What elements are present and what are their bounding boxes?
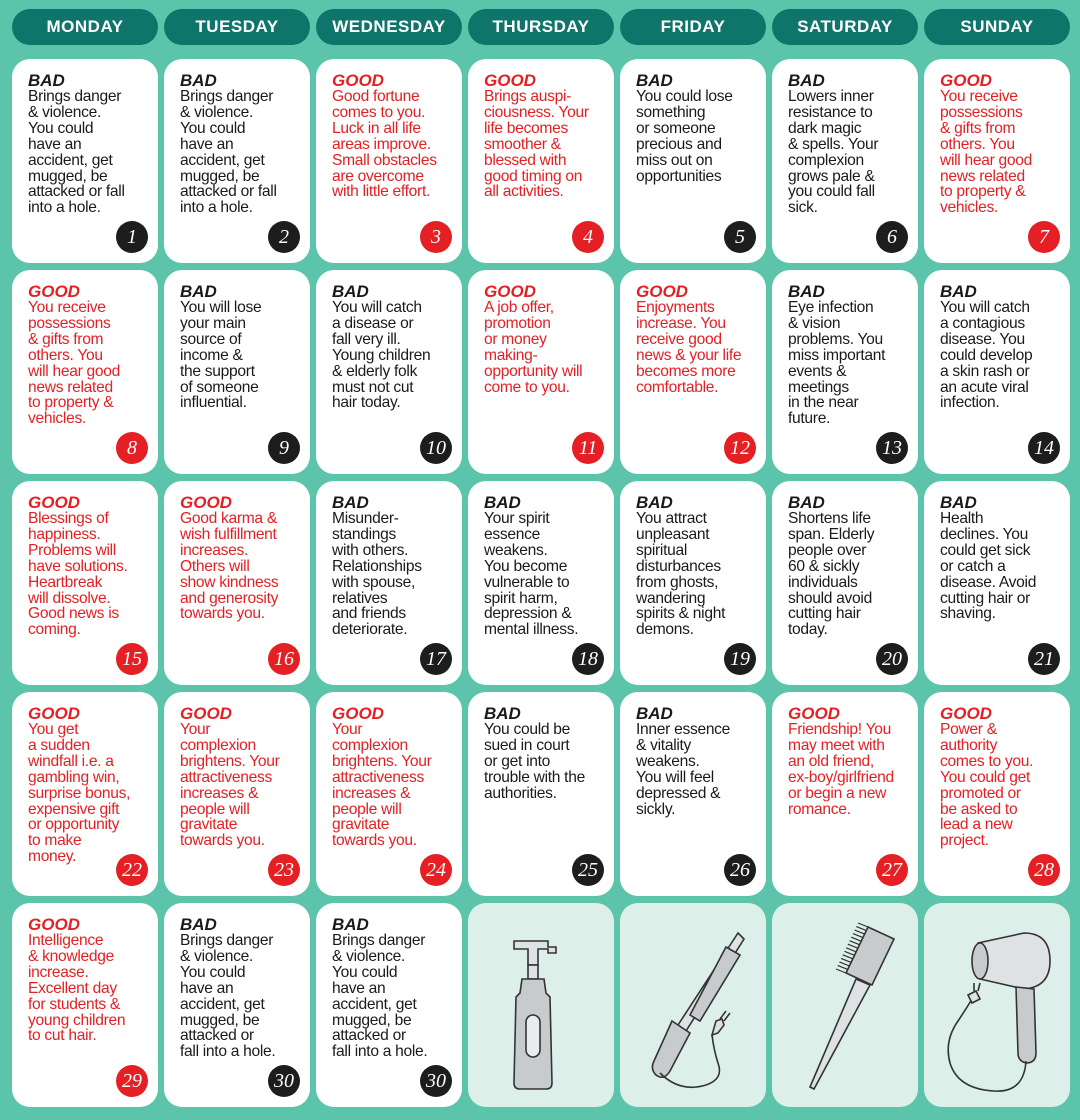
day-number-badge: 4 [572, 221, 604, 253]
fortune-description: You will lose your main source of income & the support of someone influential. [180, 299, 262, 412]
day-cell [468, 481, 614, 685]
day-cell [316, 270, 462, 474]
fortune-description: Brings danger & violence. You could have an accident, get mugged, be attacked or fall into a hole. [180, 932, 276, 1061]
fortune-description: Your spirit essence weakens. You become vulnerable to spirit harm, depression & mental illness. [484, 510, 579, 639]
fortune-tag: BAD [636, 71, 673, 90]
fortune-tag: BAD [332, 282, 369, 301]
day-number-badge: 8 [116, 432, 148, 464]
fortune-tag: BAD [940, 282, 977, 301]
day-cell [316, 692, 462, 896]
fortune-description: You get a sudden windfall i.e. a gambling win, surprise bonus, expensive gift or opportunity to make money. [28, 721, 131, 866]
day-cell [12, 270, 158, 474]
fortune-description: Misunder- standings with others. Relationships with spouse, relatives and friends deteriorate. [332, 510, 422, 639]
day-cell [164, 692, 310, 896]
day-header-sunday: SUNDAY [924, 9, 1070, 45]
day-number-badge: 3 [420, 221, 452, 253]
fortune-tag: GOOD [940, 704, 992, 723]
fortune-tag: BAD [788, 71, 825, 90]
day-number-badge: 22 [116, 854, 148, 886]
fortune-description: Brings danger & violence. You could have an accident, get mugged, be attacked or fall into a hole. [180, 88, 277, 217]
fortune-description: Inner essence & vitality weakens. You will feel depressed & sickly. [636, 721, 731, 818]
day-cell [316, 481, 462, 685]
day-cell [468, 270, 614, 474]
day-number-badge: 21 [1028, 643, 1060, 675]
day-cell [620, 692, 766, 896]
day-number-badge: 26 [724, 854, 756, 886]
fortune-tag: GOOD [484, 282, 536, 301]
day-cell [468, 692, 614, 896]
day-number-badge: 28 [1028, 854, 1060, 886]
day-header-thursday: THURSDAY [468, 9, 614, 45]
day-number-badge: 12 [724, 432, 756, 464]
day-number-badge: 27 [876, 854, 908, 886]
fortune-description: Good karma & wish fulfillment increases. Others will show kindness and generosity towards you. [180, 510, 279, 623]
fortune-description: You attract unpleasant spiritual disturbances from ghosts, wandering spirits & night demons. [636, 510, 726, 639]
fortune-tag: GOOD [180, 704, 232, 723]
fortune-description: Blessings of happiness. Problems will have solutions. Heartbreak will dissolve. Good news is coming. [28, 510, 128, 639]
day-number-badge: 16 [268, 643, 300, 675]
fortune-tag: GOOD [332, 704, 384, 723]
day-cell [772, 692, 918, 896]
fortune-tag: GOOD [28, 915, 80, 934]
day-number-badge: 6 [876, 221, 908, 253]
fortune-description: You receive possessions & gifts from others. You will hear good news related to property & vehicles. [28, 299, 121, 428]
day-cell [12, 903, 158, 1107]
day-cell [12, 59, 158, 263]
fortune-tag: BAD [636, 704, 673, 723]
day-cell [164, 481, 310, 685]
day-cell [164, 270, 310, 474]
fortune-tag: GOOD [636, 282, 688, 301]
day-cell [772, 481, 918, 685]
day-number-badge: 24 [420, 854, 452, 886]
fortune-description: Intelligence & knowledge increase. Excellent day for students & young children to cut hair. [28, 932, 126, 1045]
fortune-tag: GOOD [332, 71, 384, 90]
fortune-tag: GOOD [940, 71, 992, 90]
fortune-tag: GOOD [180, 493, 232, 512]
fortune-description: You could be sued in court or get into trouble with the authorities. [484, 721, 585, 802]
fortune-description: Enjoyments increase. You receive good news & your life becomes more comfortable. [636, 299, 742, 396]
day-cell [924, 270, 1070, 474]
fortune-description: You could lose something or someone precious and miss out on opportunities [636, 88, 733, 185]
fortune-description: A job offer, promotion or money making- opportunity will come to you. [484, 299, 583, 396]
fortune-description: Shortens life span. Elderly people over 60 & sickly individuals should avoid cutting hair today. [788, 510, 875, 639]
fortune-tag: BAD [940, 493, 977, 512]
day-number-badge: 17 [420, 643, 452, 675]
day-cell [316, 59, 462, 263]
day-number-badge: 14 [1028, 432, 1060, 464]
day-header-saturday: SATURDAY [772, 9, 918, 45]
fortune-description: Your complexion brightens. Your attractiveness increases & people will gravitate towards you. [180, 721, 280, 850]
fortune-tag: BAD [636, 493, 673, 512]
day-number-badge: 13 [876, 432, 908, 464]
fortune-tag: BAD [332, 493, 369, 512]
fortune-description: Power & authority comes to you. You could get promoted or be asked to lead a new project. [940, 721, 1034, 850]
day-number-badge: 19 [724, 643, 756, 675]
day-number-badge: 9 [268, 432, 300, 464]
day-cell [924, 481, 1070, 685]
day-cell [164, 903, 310, 1107]
day-cell [924, 59, 1070, 263]
day-number-badge: 25 [572, 854, 604, 886]
day-cell [468, 59, 614, 263]
fortune-tag: BAD [180, 282, 217, 301]
day-cell [316, 903, 462, 1107]
day-cell [620, 59, 766, 263]
fortune-description: You receive possessions & gifts from others. You will hear good news related to property & vehicles. [940, 88, 1033, 217]
fortune-tag: BAD [180, 71, 217, 90]
fortune-description: Eye infection & vision problems. You miss important events & meetings in the near future. [788, 299, 886, 428]
day-cell [772, 270, 918, 474]
day-number-badge: 10 [420, 432, 452, 464]
fortune-tag: BAD [180, 915, 217, 934]
day-number-badge: 23 [268, 854, 300, 886]
day-cell [12, 692, 158, 896]
day-header-wednesday: WEDNESDAY [316, 9, 462, 45]
day-cell [924, 692, 1070, 896]
curling-iron-icon [620, 903, 766, 1107]
fortune-tag: GOOD [28, 493, 80, 512]
fortune-tag: BAD [332, 915, 369, 934]
fortune-tag: BAD [28, 71, 65, 90]
fortune-tag: GOOD [788, 704, 840, 723]
day-number-badge: 11 [572, 432, 604, 464]
hair-dryer-icon [924, 903, 1070, 1107]
day-number-badge: 30 [268, 1065, 300, 1097]
fortune-description: Brings auspi- ciousness. Your life becomes smoother & blessed with good timing on all activities. [484, 88, 589, 201]
day-header-tuesday: TUESDAY [164, 9, 310, 45]
day-cell [620, 270, 766, 474]
fortune-tag: BAD [484, 493, 521, 512]
fortune-description: You will catch a contagious disease. You could develop a skin rash or an acute viral infection. [940, 299, 1033, 412]
day-number-badge: 29 [116, 1065, 148, 1097]
day-number-badge: 15 [116, 643, 148, 675]
day-number-badge: 18 [572, 643, 604, 675]
fortune-tag: GOOD [28, 282, 80, 301]
fortune-tag: GOOD [484, 71, 536, 90]
fortune-description: Brings danger & violence. You could have an accident, get mugged, be attacked or fall into a hole. [332, 932, 428, 1061]
day-cell [772, 59, 918, 263]
fortune-description: Friendship! You may meet with an old friend, ex-boy/girlfriend or begin a new romance. [788, 721, 894, 818]
fortune-description: Lowers inner resistance to dark magic & spells. Your complexion grows pale & you could fall sick. [788, 88, 879, 217]
day-number-badge: 2 [268, 221, 300, 253]
day-number-badge: 7 [1028, 221, 1060, 253]
day-number-badge: 5 [724, 221, 756, 253]
day-cell [164, 59, 310, 263]
comb-icon [772, 903, 918, 1107]
day-header-monday: MONDAY [12, 9, 158, 45]
day-number-badge: 1 [116, 221, 148, 253]
day-cell [620, 481, 766, 685]
fortune-description: Good fortune comes to you. Luck in all life areas improve. Small obstacles are overcome with little effort. [332, 88, 437, 201]
day-number-badge: 20 [876, 643, 908, 675]
fortune-description: Brings danger & violence. You could have an accident, get mugged, be attacked or fall into a hole. [28, 88, 125, 217]
fortune-description: You will catch a disease or fall very ill. Young children & elderly folk must not cut hair today. [332, 299, 431, 412]
day-number-badge: 30 [420, 1065, 452, 1097]
shampoo-bottle-icon [468, 903, 614, 1107]
day-header-friday: FRIDAY [620, 9, 766, 45]
fortune-tag: GOOD [28, 704, 80, 723]
day-cell [12, 481, 158, 685]
fortune-tag: BAD [788, 282, 825, 301]
fortune-tag: BAD [788, 493, 825, 512]
fortune-description: Your complexion brightens. Your attractiveness increases & people will gravitate towards you. [332, 721, 432, 850]
fortune-description: Health declines. You could get sick or catch a disease. Avoid cutting hair or shaving. [940, 510, 1037, 623]
fortune-tag: BAD [484, 704, 521, 723]
